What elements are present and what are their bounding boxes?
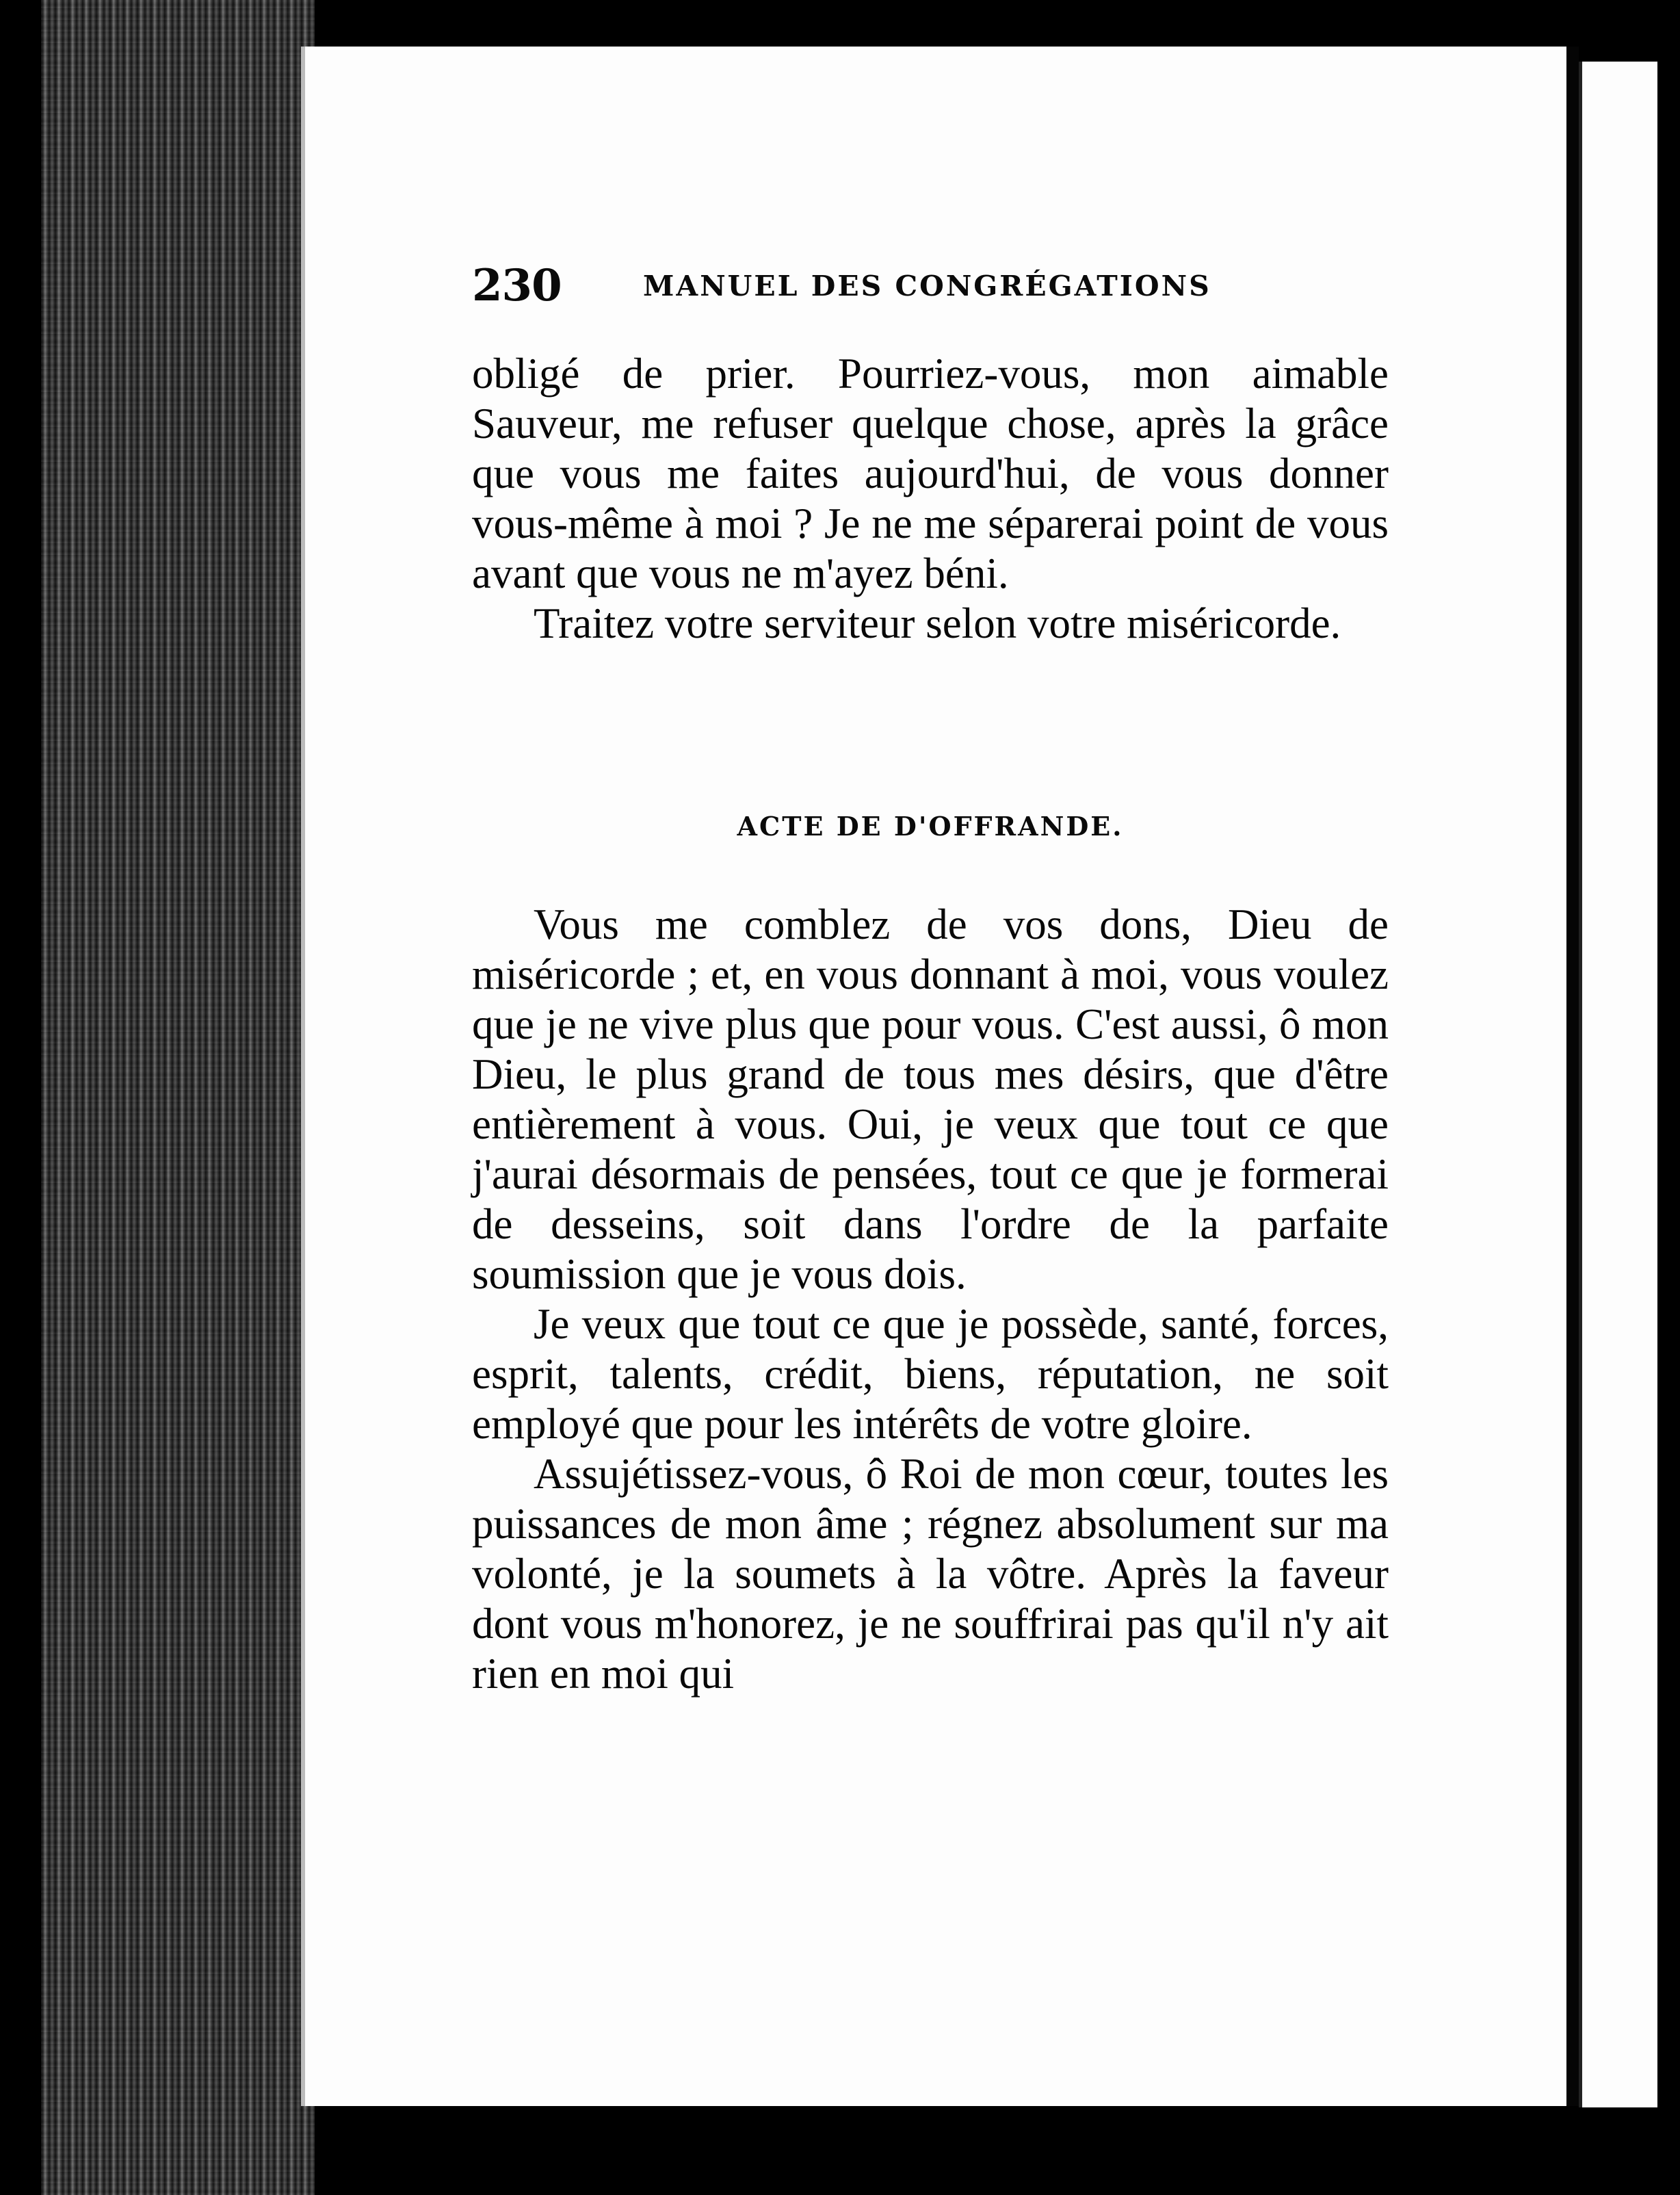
paragraph: obligé de prier. Pourriez-vous, mon aimable Sauveur, me refuser quelque chose, après la grâce que vous me faites aujourd'hui, de vous donner vous-même à moi ? Je ne me séparerai point de vous avant que vous ne m'ayez béni. [472,350,1389,597]
paragraph: Assujétissez-vous, ô Roi de mon cœur, toutes les puissances de mon âme ; régnez absolument sur ma volonté, je la soumets à la vôtre. Après la faveur dont vous m'honorez, je ne souffrirai pas qu'il n'y ait rien en moi qui [472,1450,1389,1698]
page-gutter [1566,47,1579,2106]
paragraph: Traitez votre serviteur selon votre miséricorde. [534,599,1341,647]
running-title: MANUEL DES CONGRÉGATIONS [643,270,1211,302]
paragraph: Je veux que tout ce que je possède, santé, forces, esprit, talents, crédit, biens, réputation, ne soit employé que pour les intérêts de votre gloire. [472,1300,1389,1448]
spine-texture [41,0,315,2195]
section-title: ACTE DE D'OFFRANDE. [737,811,1124,842]
running-head [472,260,1416,322]
top-text-block [472,349,1389,649]
page-number: 230 [472,260,562,311]
bottom-text-block [472,900,1389,1699]
paragraph: Vous me comblez de vos dons, Dieu de miséricorde ; et, en vous donnant à moi, vous voulez que je ne vive plus que pour vous. C'est aussi, ô mon Dieu, le plus grand de tous mes désirs, que d'être entièrement à vous. Oui, je veux que tout ce que j'aurai désormais de pensées, tout ce que je formerai de desseins, soit dans l'ordre de la parfaite soumission que je vous dois. [472,900,1389,1298]
facing-page-edge [1579,62,1657,2107]
